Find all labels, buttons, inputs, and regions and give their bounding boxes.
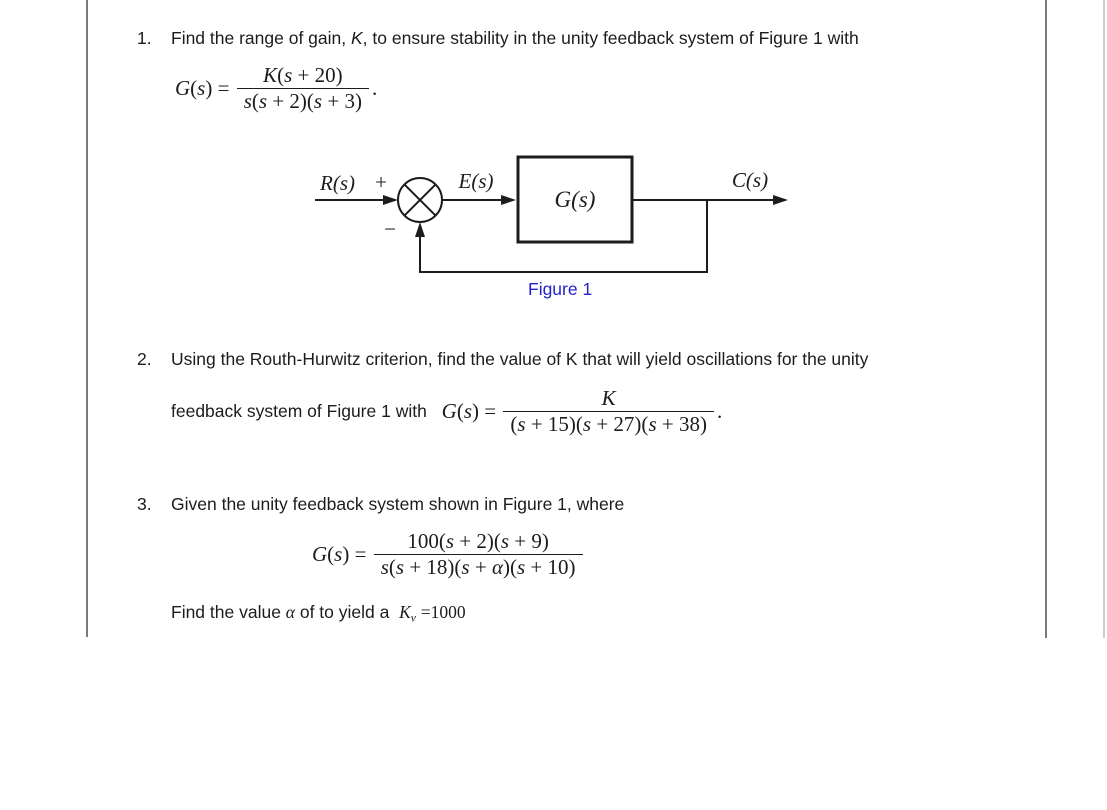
problem-3-text: Given the unity feedback system shown in Figure 1, where xyxy=(171,494,625,514)
problem-1-number: 1. xyxy=(137,28,152,48)
formula-1-fraction xyxy=(237,63,369,114)
formula-1 xyxy=(175,63,377,114)
figure-caption: Figure 1 xyxy=(528,279,593,299)
problem-2-number: 2. xyxy=(137,349,152,369)
formula-2-period: . xyxy=(716,399,723,423)
problem-3-line2 xyxy=(171,602,466,629)
formula-2 xyxy=(442,386,723,437)
page-border-left xyxy=(86,0,88,637)
formula-1-lhs: G(s) = xyxy=(175,76,235,100)
problem-3-number: 3. xyxy=(137,494,152,514)
problem-2-line2 xyxy=(171,386,722,437)
formula-1-numerator: K(s + 20) xyxy=(263,63,343,87)
problem-1-line xyxy=(137,28,859,49)
input-arrowhead xyxy=(383,195,398,205)
formula-3-numerator: 100(s + 2)(s + 9) xyxy=(407,529,549,553)
figure1-block-diagram xyxy=(300,150,800,282)
problem-1-text: Find the range of gain, K, to ensure stability in the unity feedback system of Figure 1 with xyxy=(171,28,859,48)
gs-block-label: G(s) xyxy=(554,187,596,212)
problem-2-text-continued: feedback system of Figure 1 with xyxy=(171,401,432,421)
e-signal-label: E(s) xyxy=(458,169,494,193)
formula-2-lhs: G(s) = xyxy=(441,399,502,423)
adjacent-page-edge xyxy=(1103,0,1105,638)
problem-3-line1 xyxy=(137,494,624,515)
output-arrowhead xyxy=(773,195,788,205)
formula-3-denominator: s(s + 18)(s + α)(s + 10) xyxy=(374,554,583,580)
plus-sign: + xyxy=(375,170,387,194)
problem-3-text-continued: Find the value α of to yield a $K_v =1000$ xyxy=(171,602,466,625)
formula-1-denominator: s(s + 2)(s + 3) xyxy=(237,88,369,114)
problem-2-text: Using the Routh-Hurwitz criterion, find the value of K that will yield oscillations for the unity xyxy=(171,349,869,369)
r-signal-label: R(s) xyxy=(320,171,355,195)
formula-2-denominator: (s + 15)(s + 27)(s + 38) xyxy=(503,411,714,437)
problem-2-line1 xyxy=(137,349,868,370)
formula-3-fraction xyxy=(374,529,583,580)
formula-2-fraction xyxy=(503,386,714,437)
c-signal-label: C(s) xyxy=(731,168,769,192)
minus-sign: − xyxy=(384,217,396,241)
formula-1-period: . xyxy=(371,76,378,100)
formula-3 xyxy=(312,529,583,580)
formula-2-numerator: K xyxy=(601,386,616,410)
formula-3-lhs: G(s) = xyxy=(312,542,372,566)
error-arrowhead xyxy=(501,195,516,205)
page-border-right xyxy=(1045,0,1047,638)
feedback-arrowhead xyxy=(415,222,425,237)
